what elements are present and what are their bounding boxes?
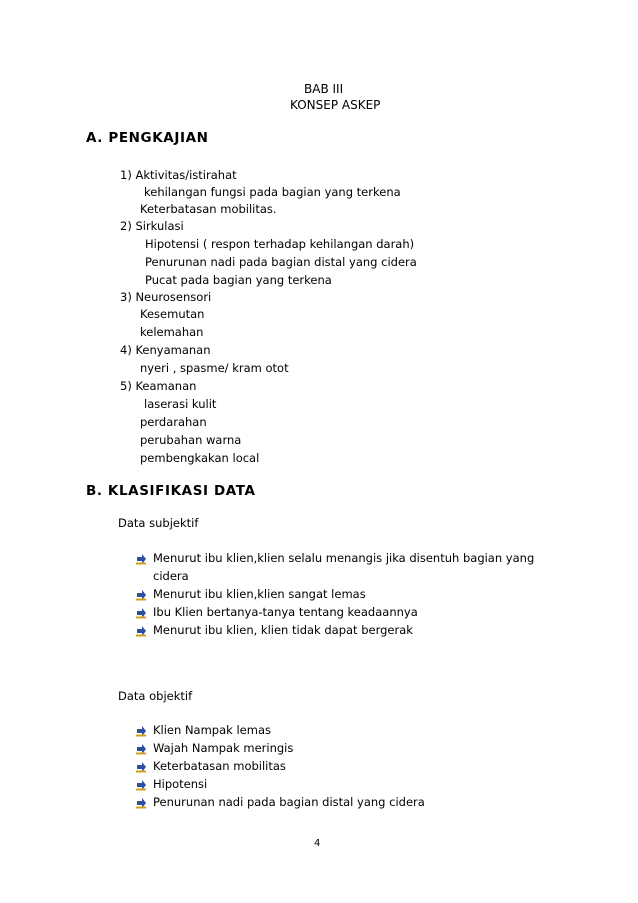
arrow-bullet-icon <box>135 743 147 755</box>
section-a-heading: A. PENGKAJIAN <box>86 130 209 146</box>
item-5-label: 5) Keamanan <box>120 379 197 393</box>
item-2-line-1: Hipotensi ( respon terhadap kehilangan darah) <box>145 237 415 251</box>
objective-item-2: Wajah Nampak meringis <box>153 741 294 755</box>
subjective-item-1-cont: cidera <box>153 569 189 583</box>
item-3-label: 3) Neurosensori <box>120 290 212 304</box>
objective-item-1: Klien Nampak lemas <box>153 723 271 737</box>
item-1-label: 1) Aktivitas/istirahat <box>120 168 237 182</box>
item-2-line-3: Pucat pada bagian yang terkena <box>145 273 332 287</box>
subjective-item-2: Menurut ibu klien,klien sangat lemas <box>153 587 366 601</box>
item-2-label: 2) Sirkulasi <box>120 219 184 233</box>
objective-item-5: Penurunan nadi pada bagian distal yang cidera <box>153 795 425 809</box>
item-4-line-1: nyeri , spasme/ kram otot <box>140 361 289 375</box>
item-1-line-1: kehilangan fungsi pada bagian yang terkena <box>144 185 401 199</box>
page-number: 4 <box>314 838 321 849</box>
objective-label: Data objektif <box>118 689 193 703</box>
subjective-label: Data subjektif <box>118 516 199 530</box>
section-b-heading: B. KLASIFIKASI DATA <box>86 483 256 499</box>
subjective-item-4: Menurut ibu klien, klien tidak dapat bergerak <box>153 623 413 637</box>
arrow-bullet-icon <box>135 797 147 809</box>
item-3-line-1: Kesemutan <box>140 307 205 321</box>
item-1-line-2: Keterbatasan mobilitas. <box>140 202 277 216</box>
arrow-bullet-icon <box>135 761 147 773</box>
item-5-line-4: pembengkakan local <box>140 451 260 465</box>
item-5-line-1: laserasi kulit <box>144 397 217 411</box>
arrow-bullet-icon <box>135 589 147 601</box>
arrow-bullet-icon <box>135 779 147 791</box>
item-5-line-3: perubahan warna <box>140 433 242 447</box>
objective-item-4: Hipotensi <box>153 777 208 791</box>
chapter-title: KONSEP ASKEP <box>290 98 381 112</box>
arrow-bullet-icon <box>135 725 147 737</box>
item-4-label: 4) Kenyamanan <box>120 343 211 357</box>
objective-item-3: Keterbatasan mobilitas <box>153 759 286 773</box>
item-3-line-2: kelemahan <box>140 325 204 339</box>
chapter-number: BAB III <box>304 82 344 96</box>
subjective-item-1: Menurut ibu klien,klien selalu menangis jika disentuh bagian yang <box>153 551 535 565</box>
arrow-bullet-icon <box>135 607 147 619</box>
arrow-bullet-icon <box>135 553 147 565</box>
item-5-line-2: perdarahan <box>140 415 207 429</box>
arrow-bullet-icon <box>135 625 147 637</box>
subjective-item-3: Ibu Klien bertanya-tanya tentang keadaannya <box>153 605 418 619</box>
item-2-line-2: Penurunan nadi pada bagian distal yang cidera <box>145 255 417 269</box>
